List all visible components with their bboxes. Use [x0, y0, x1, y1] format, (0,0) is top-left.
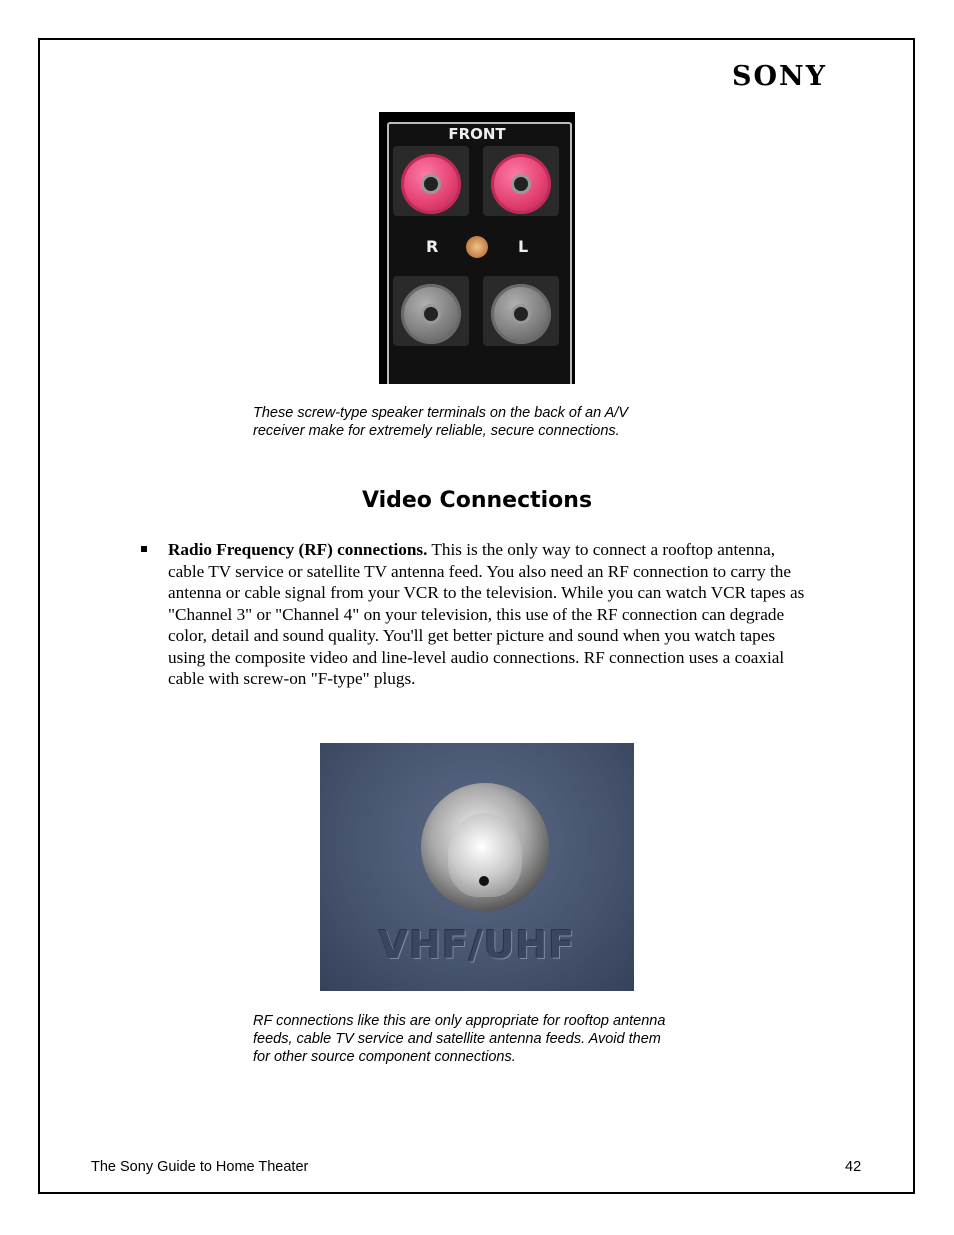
right-channel-label: R — [426, 237, 439, 256]
rf-connections-paragraph — [168, 539, 808, 690]
page-number: 42 — [845, 1159, 862, 1175]
front-left-red-terminal — [491, 154, 551, 214]
footer-title: The Sony Guide to Home Theater — [91, 1159, 309, 1175]
left-channel-label: L — [518, 237, 529, 256]
figure1-caption-line: receiver make for extremely reliable, secure connections. — [253, 423, 620, 439]
panel-front-label: FRONT — [448, 125, 506, 143]
rf-connector-photo — [320, 743, 634, 991]
figure2-caption — [253, 1012, 665, 1066]
bullet-lead: Radio Frequency (RF) connections. — [168, 540, 428, 559]
front-right-gray-terminal — [401, 284, 461, 344]
figure2-caption-line: for other source component connections. — [253, 1049, 516, 1065]
f-connector-pin — [479, 876, 489, 886]
front-right-red-terminal — [401, 154, 461, 214]
bullet-body: This is the only way to connect a rooftop antenna, cable TV service or satellite TV antenna feed. You also need an RF connection to carry the antenna or cable signal from your VCR to the television. While you can watch VCR tapes as "Channel 3" or "Channel 4" on your television, this use of the RF connection can degrade color, detail and sound quality. You'll get better picture and sound when you watch tapes using the composite video and line-level audio connections. RF connection uses a coaxial cable with screw-on "F-type" plugs. — [168, 540, 805, 688]
section-title: Video Connections — [361, 488, 593, 513]
figure2-caption-line: RF connections like this are only appropriate for rooftop antenna — [253, 1013, 666, 1029]
figure1-caption — [253, 404, 628, 440]
figure1-caption-line: These screw-type speaker terminals on the back of an A/V — [253, 405, 629, 421]
figure2-caption-line: feeds, cable TV service and satellite antenna feeds. Avoid them — [253, 1031, 661, 1047]
front-left-gray-terminal — [491, 284, 551, 344]
screw-icon — [466, 236, 488, 258]
vhf-uhf-label: VHF/UHF — [378, 923, 576, 967]
sony-logo: SONY — [732, 61, 827, 92]
bullet-square-icon — [141, 546, 147, 552]
